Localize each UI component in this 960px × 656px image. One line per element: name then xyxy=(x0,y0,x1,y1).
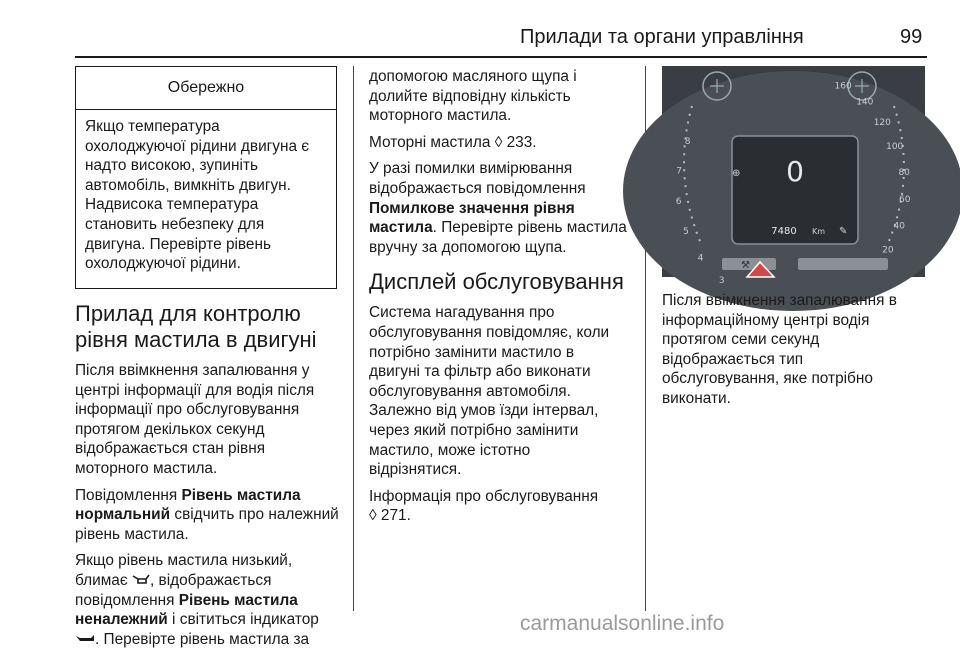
gauge-tick-label: 3 xyxy=(718,275,725,286)
gauge-tick-label: 20 xyxy=(882,245,894,256)
paragraph: Після ввімкнення запалювання в інформаційному центрі водія протягом семи секунд відображається тип обслуговування, яке потрібно виконати. xyxy=(662,292,897,407)
odometer-readout: 7480 xyxy=(771,226,797,237)
header-rule xyxy=(75,56,927,58)
gauge-tick-label: 160 xyxy=(834,81,852,92)
page-header-title: Прилади та органи управління xyxy=(520,26,804,48)
column-1-body xyxy=(75,301,350,656)
gauge-tick-label: 140 xyxy=(856,97,874,108)
left-gauge-label: ⊕ xyxy=(732,168,741,179)
gauge-tick-label: 80 xyxy=(898,168,910,178)
page-ref-icon: ◊ xyxy=(494,133,507,151)
page-number: 99 xyxy=(900,26,923,48)
warning-line: охолоджуючої рідини. xyxy=(85,255,241,273)
paragraph: Моторні мастила ◊ 233. xyxy=(369,133,537,151)
watermark-text: carmanualsonline.info xyxy=(520,612,725,635)
gauge-tick-label: 5 xyxy=(683,226,689,237)
gauge-tick-label: 60 xyxy=(899,194,911,205)
page-ref-icon: ◊ xyxy=(369,507,381,525)
paragraph: Якщо рівень мастила низький, блимає , відображається повідомлення Рівень мастила неналежний і світиться індикатор . Перевірте рівень мастила за xyxy=(75,552,319,648)
column-3-caption xyxy=(662,291,927,416)
paragraph: Повідомлення Рівень мастила нормальний свідчить про належний рівень мастила. xyxy=(75,486,339,543)
gauge-tick-label: 40 xyxy=(893,221,905,232)
odometer-unit: Km xyxy=(812,227,826,236)
gauge-tick-label: 4 xyxy=(697,253,704,264)
paragraph: У разі помилки вимірювання відображається повідомлення Помилкове значення рівня мастила. Перевірте рівень мастила вручну за допомогою щупа. xyxy=(369,160,627,256)
warning-line: автомобіль, вимкніть двигун. xyxy=(85,176,291,194)
warning-line: Якщо температура xyxy=(85,118,220,135)
wrench-mini-icon: ✎ xyxy=(839,226,848,237)
paragraph: Після ввімкнення запалювання у центрі інформації для водія після інформації про обслуговування протягом декількох секунд відображається стан рівня моторного мастила. xyxy=(75,362,315,477)
column-2-body xyxy=(369,67,641,533)
warning-line: надто високою, зупиніть xyxy=(85,157,259,175)
warning-text xyxy=(76,110,336,274)
gauge-tick-label: 7 xyxy=(676,166,683,177)
service-wrench-icon: ⚒ xyxy=(741,260,750,271)
instrument-cluster-image xyxy=(662,66,925,286)
gauge-tick-label: 100 xyxy=(886,142,904,152)
oil-pressure-indicator-icon xyxy=(75,632,95,644)
cluster-illustration xyxy=(662,66,925,286)
paragraph: Система нагадування про обслуговування повідомляє, коли потрібно замінити мастило в двигуні та фільтр або виконати обслуговування автомобіля. Залежно від умов їзди інтервал, через який потрібно замінити мастило, може істотно відрізнятися. xyxy=(369,304,610,479)
paragraph: Інформація про обслуговування ◊ 271. xyxy=(369,487,599,525)
speed-readout: 0 xyxy=(786,155,804,188)
paragraph: допомогою масляного щупа і долийте відповідну кількість моторного мастила. xyxy=(369,68,577,125)
warning-title: Обережно xyxy=(76,67,336,110)
section-heading-service-display: Дисплей обслуговування xyxy=(369,269,624,295)
warning-box xyxy=(75,66,337,289)
column-divider xyxy=(353,66,354,611)
warning-line: охолоджуючої рідини двигуна є xyxy=(85,137,310,155)
oil-can-icon xyxy=(132,573,150,585)
gauge-tick-label: 8 xyxy=(684,137,691,148)
warning-line: двигуна. Перевірте рівень xyxy=(85,235,272,253)
warning-line: Надвисока температура xyxy=(85,196,259,214)
warning-line: становить небезпеку для xyxy=(85,215,265,233)
section-heading-oil-level: Прилад для контролю рівня мастила в двигуні xyxy=(75,301,317,352)
gauge-tick-label: 6 xyxy=(675,197,682,208)
gauge-tick-label: 120 xyxy=(873,118,891,129)
